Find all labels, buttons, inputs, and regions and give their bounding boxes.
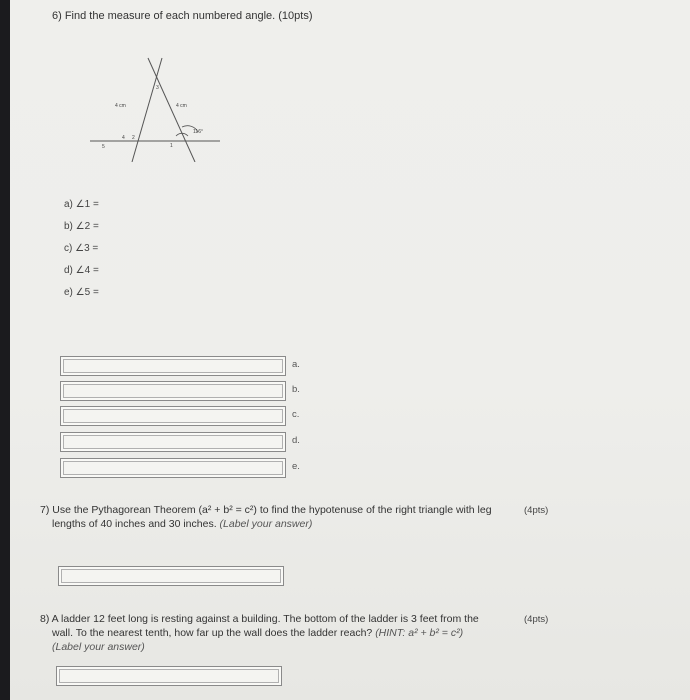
question-7-text [40,503,492,531]
answer-input-e[interactable] [60,458,286,478]
question-8-hint: (HINT: a² + b² = c²) [375,627,464,639]
question-7-line-2: lengths of 40 inches and 30 inches. [52,518,217,530]
question-8-line-2: wall. To the nearest tenth, how far up the wall does the ladder reach? [52,627,373,639]
angle-item-5: e) ∠5 = [64,287,99,298]
answer-label-d: d. [292,435,300,446]
angle-item-4: d) ∠4 = [64,265,99,276]
angle-item-1: a) ∠1 = [64,199,99,210]
question-8-line-1: 8) A ladder 12 feet long is resting against a building. The bottom of the ladder is 3 feet from the [40,613,479,625]
question-7-line-1: 7) Use the Pythagorean Theorem (a² + b² = c²) to find the hypotenuse of the right triangle with leg [40,504,492,516]
question-8-points: (4pts) [524,614,549,625]
answer-input-a[interactable] [60,356,286,376]
question-6-title: 6) Find the measure of each numbered angle. (10pts) [52,10,313,22]
question-7-answer-input[interactable] [58,566,284,586]
question-8-text [40,612,479,654]
answer-input-c[interactable] [60,406,286,426]
question-8-label-answer: (Label your answer) [52,641,145,653]
angle-item-2: b) ∠2 = [64,221,99,232]
answer-label-a: a. [292,359,300,370]
question-8-answer-input[interactable] [56,666,282,686]
angle-label-4: 4 [122,135,125,141]
angle-label-5: 5 [102,144,105,150]
question-7-points: (4pts) [524,505,549,516]
exterior-angle-label: 116° [193,129,203,135]
worksheet-page [10,0,690,700]
left-side-label: 4 cm [115,103,126,109]
answer-label-e: e. [292,461,300,472]
answer-label-b: b. [292,384,300,395]
angle-label-1: 1 [170,143,173,149]
angle-label-2: 2 [132,135,135,141]
angle-item-3: c) ∠3 = [64,243,99,254]
angle-label-3: 3 [156,85,159,91]
angle-list [64,194,99,304]
answer-input-d[interactable] [60,432,286,452]
answer-label-c: c. [292,409,300,420]
triangle-diagram [80,52,230,162]
answer-input-b[interactable] [60,381,286,401]
question-7-hint: (Label your answer) [219,518,313,530]
right-side-label: 4 cm [176,103,187,109]
